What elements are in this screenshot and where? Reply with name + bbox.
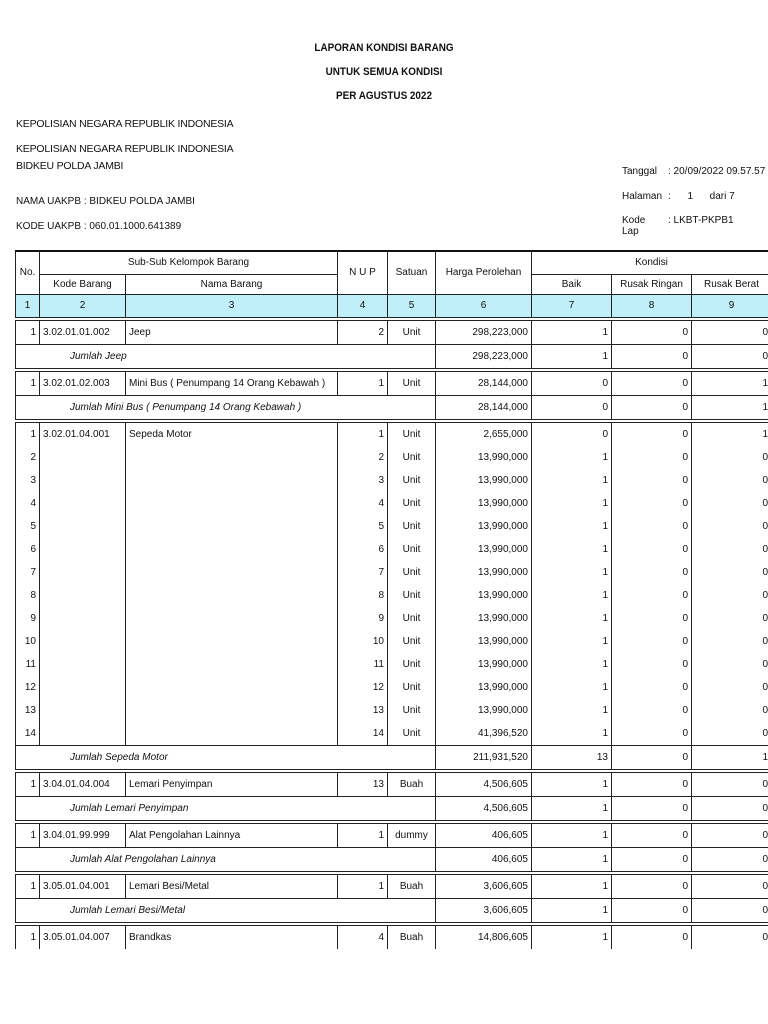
item-price: 13,990,000 xyxy=(436,584,532,607)
item-nup: 13 xyxy=(338,772,388,796)
subtotal-blank xyxy=(388,395,436,419)
item-light-damage: 0 xyxy=(612,320,692,344)
row-number: 3 xyxy=(16,469,40,492)
subtotal-price: 4,506,605 xyxy=(436,796,532,820)
row-number: 13 xyxy=(16,699,40,722)
item-name xyxy=(126,561,338,584)
table-row xyxy=(16,630,768,653)
item-nup: 4 xyxy=(338,492,388,515)
item-nup: 1 xyxy=(338,823,388,847)
item-good: 0 xyxy=(532,371,612,395)
row-number: 9 xyxy=(16,607,40,630)
item-code: 3.04.01.99.999 xyxy=(40,823,126,847)
subtotal-good: 1 xyxy=(532,344,612,368)
column-number: 9 xyxy=(692,294,768,317)
header-name: Nama Barang xyxy=(126,274,338,294)
column-number: 2 xyxy=(40,294,126,317)
subtotal-blank xyxy=(338,395,388,419)
row-number: 1 xyxy=(16,925,40,949)
item-heavy-damage: 0 xyxy=(692,653,768,676)
item-nup: 7 xyxy=(338,561,388,584)
header-heavy-damage: Rusak Berat xyxy=(692,274,768,294)
item-price: 13,990,000 xyxy=(436,699,532,722)
item-good: 1 xyxy=(532,676,612,699)
item-unit: Unit xyxy=(388,469,436,492)
item-nup: 8 xyxy=(338,584,388,607)
item-unit: Unit xyxy=(388,422,436,446)
item-heavy-damage: 0 xyxy=(692,607,768,630)
item-heavy-damage: 0 xyxy=(692,446,768,469)
item-price: 13,990,000 xyxy=(436,630,532,653)
report-subtitle: UNTUK SEMUA KONDISI xyxy=(325,66,443,78)
item-name: Lemari Besi/Metal xyxy=(126,874,338,898)
meta-report-code-value: : LKBT-PKPB1 xyxy=(668,215,734,226)
item-unit: Unit xyxy=(388,630,436,653)
item-good: 0 xyxy=(532,422,612,446)
item-price: 28,144,000 xyxy=(436,371,532,395)
table-row xyxy=(16,607,768,630)
item-good: 1 xyxy=(532,584,612,607)
row-number: 1 xyxy=(16,772,40,796)
row-number: 5 xyxy=(16,515,40,538)
column-number: 7 xyxy=(532,294,612,317)
row-number: 4 xyxy=(16,492,40,515)
item-heavy-damage: 0 xyxy=(692,699,768,722)
subtotal-price: 3,606,605 xyxy=(436,898,532,922)
row-number: 11 xyxy=(16,653,40,676)
item-price: 41,396,520 xyxy=(436,722,532,746)
item-price: 13,990,000 xyxy=(436,538,532,561)
subtotal-blank xyxy=(388,796,436,820)
item-nup: 14 xyxy=(338,722,388,746)
item-unit: Unit xyxy=(388,446,436,469)
item-light-damage: 0 xyxy=(612,699,692,722)
item-light-damage: 0 xyxy=(612,630,692,653)
item-good: 1 xyxy=(532,874,612,898)
header-light-damage: Rusak Ringan xyxy=(612,274,692,294)
item-heavy-damage: 1 xyxy=(692,422,768,446)
item-code xyxy=(40,446,126,469)
item-unit: dummy xyxy=(388,823,436,847)
meta-date-label: Tanggal xyxy=(622,166,658,177)
subtotal-blank xyxy=(388,898,436,922)
header-no: No. xyxy=(16,251,40,294)
table-row xyxy=(16,492,768,515)
item-light-damage: 0 xyxy=(612,515,692,538)
item-unit: Unit xyxy=(388,653,436,676)
row-number: 1 xyxy=(16,422,40,446)
column-number: 6 xyxy=(436,294,532,317)
item-unit: Buah xyxy=(388,874,436,898)
item-nup: 3 xyxy=(338,469,388,492)
item-nup: 11 xyxy=(338,653,388,676)
uakpb-code xyxy=(16,221,181,232)
item-light-damage: 0 xyxy=(612,561,692,584)
row-number: 2 xyxy=(16,446,40,469)
subtotal-row xyxy=(16,745,768,769)
item-name xyxy=(126,584,338,607)
item-unit: Unit xyxy=(388,607,436,630)
item-good: 1 xyxy=(532,653,612,676)
item-price: 13,990,000 xyxy=(436,653,532,676)
item-unit: Unit xyxy=(388,699,436,722)
subtotal-blank xyxy=(388,847,436,871)
item-nup: 1 xyxy=(338,422,388,446)
table-body xyxy=(16,251,768,949)
item-code: 3.02.01.01.002 xyxy=(40,320,126,344)
item-heavy-damage: 1 xyxy=(692,371,768,395)
item-heavy-damage: 0 xyxy=(692,584,768,607)
table-row xyxy=(16,772,768,796)
row-number: 12 xyxy=(16,676,40,699)
subtotal-row xyxy=(16,847,768,871)
item-code: 3.05.01.04.001 xyxy=(40,874,126,898)
item-heavy-damage: 0 xyxy=(692,772,768,796)
item-good: 1 xyxy=(532,538,612,561)
item-unit: Unit xyxy=(388,538,436,561)
meta-date-value: : 20/09/2022 09.57.57 xyxy=(668,166,766,177)
item-heavy-damage: 0 xyxy=(692,630,768,653)
subtotal-heavy-damage: 0 xyxy=(692,847,768,871)
subtotal-light-damage: 0 xyxy=(612,395,692,419)
item-unit: Buah xyxy=(388,772,436,796)
table-row xyxy=(16,925,768,949)
header-code: Kode Barang xyxy=(40,274,126,294)
item-price: 13,990,000 xyxy=(436,561,532,584)
item-name xyxy=(126,538,338,561)
item-heavy-damage: 0 xyxy=(692,320,768,344)
item-nup: 4 xyxy=(338,925,388,949)
table-row xyxy=(16,699,768,722)
column-number: 1 xyxy=(16,294,40,317)
item-light-damage: 0 xyxy=(612,492,692,515)
item-name xyxy=(126,607,338,630)
item-name xyxy=(126,446,338,469)
item-light-damage: 0 xyxy=(612,422,692,446)
row-number: 1 xyxy=(16,371,40,395)
item-unit: Unit xyxy=(388,515,436,538)
table-row xyxy=(16,653,768,676)
subtotal-price: 28,144,000 xyxy=(436,395,532,419)
subtotal-label: Jumlah Mini Bus ( Penumpang 14 Orang Kebawah ) xyxy=(16,395,338,419)
item-code xyxy=(40,538,126,561)
subtotal-blank xyxy=(388,344,436,368)
row-number: 6 xyxy=(16,538,40,561)
item-light-damage: 0 xyxy=(612,584,692,607)
item-name: Lemari Penyimpan xyxy=(126,772,338,796)
subtotal-blank xyxy=(338,898,388,922)
subtotal-row xyxy=(16,344,768,368)
item-good: 1 xyxy=(532,630,612,653)
item-light-damage: 0 xyxy=(612,823,692,847)
item-unit: Unit xyxy=(388,320,436,344)
item-heavy-damage: 0 xyxy=(692,561,768,584)
subtotal-price: 298,223,000 xyxy=(436,344,532,368)
row-number: 1 xyxy=(16,823,40,847)
header-good: Baik xyxy=(532,274,612,294)
item-price: 2,655,000 xyxy=(436,422,532,446)
subtotal-good: 1 xyxy=(532,847,612,871)
item-good: 1 xyxy=(532,561,612,584)
uakpb-code-value: : 060.01.1000.641389 xyxy=(83,221,182,232)
item-nup: 9 xyxy=(338,607,388,630)
item-code: 3.02.01.04.001 xyxy=(40,422,126,446)
subtotal-blank xyxy=(338,796,388,820)
table-row xyxy=(16,371,768,395)
column-number: 5 xyxy=(388,294,436,317)
table-row xyxy=(16,422,768,446)
item-good: 1 xyxy=(532,492,612,515)
item-light-damage: 0 xyxy=(612,722,692,746)
item-heavy-damage: 0 xyxy=(692,925,768,949)
table-row xyxy=(16,515,768,538)
item-good: 1 xyxy=(532,823,612,847)
meta-page-value: : 1 dari 7 xyxy=(668,191,735,202)
item-good: 1 xyxy=(532,607,612,630)
item-name xyxy=(126,722,338,746)
item-unit: Unit xyxy=(388,722,436,746)
item-name: Alat Pengolahan Lainnya xyxy=(126,823,338,847)
item-code xyxy=(40,699,126,722)
subtotal-good: 0 xyxy=(532,395,612,419)
subtotal-label: Jumlah Alat Pengolahan Lainnya xyxy=(16,847,338,871)
item-light-damage: 0 xyxy=(612,653,692,676)
item-light-damage: 0 xyxy=(612,874,692,898)
item-heavy-damage: 0 xyxy=(692,538,768,561)
item-light-damage: 0 xyxy=(612,772,692,796)
item-price: 14,806,605 xyxy=(436,925,532,949)
subtotal-heavy-damage: 0 xyxy=(692,898,768,922)
item-light-damage: 0 xyxy=(612,469,692,492)
item-price: 13,990,000 xyxy=(436,676,532,699)
item-name xyxy=(126,653,338,676)
column-number: 4 xyxy=(338,294,388,317)
item-light-damage: 0 xyxy=(612,446,692,469)
item-price: 13,990,000 xyxy=(436,446,532,469)
subtotal-row xyxy=(16,898,768,922)
subtotal-row xyxy=(16,395,768,419)
subtotal-light-damage: 0 xyxy=(612,898,692,922)
item-heavy-damage: 0 xyxy=(692,874,768,898)
subtotal-heavy-damage: 1 xyxy=(692,395,768,419)
report-title-block xyxy=(0,38,768,110)
item-code xyxy=(40,561,126,584)
table-row xyxy=(16,469,768,492)
item-name xyxy=(126,492,338,515)
header-unit: Satuan xyxy=(388,251,436,294)
item-nup: 1 xyxy=(338,874,388,898)
item-code xyxy=(40,584,126,607)
table-row xyxy=(16,446,768,469)
item-good: 1 xyxy=(532,515,612,538)
item-good: 1 xyxy=(532,699,612,722)
item-light-damage: 0 xyxy=(612,607,692,630)
item-price: 298,223,000 xyxy=(436,320,532,344)
item-code: 3.02.01.02.003 xyxy=(40,371,126,395)
subtotal-label: Jumlah Lemari Penyimpan xyxy=(16,796,338,820)
subtotal-good: 1 xyxy=(532,898,612,922)
item-heavy-damage: 0 xyxy=(692,722,768,746)
subtotal-blank xyxy=(338,344,388,368)
subtotal-row xyxy=(16,796,768,820)
item-code xyxy=(40,676,126,699)
item-code xyxy=(40,515,126,538)
item-price: 4,506,605 xyxy=(436,772,532,796)
subtotal-price: 406,605 xyxy=(436,847,532,871)
subtotal-heavy-damage: 1 xyxy=(692,745,768,769)
row-number: 8 xyxy=(16,584,40,607)
row-number: 1 xyxy=(16,874,40,898)
item-name: Mini Bus ( Penumpang 14 Orang Kebawah ) xyxy=(126,371,338,395)
item-code: 3.05.01.04.007 xyxy=(40,925,126,949)
uakpb-name-label: NAMA UAKPB xyxy=(16,196,82,207)
item-unit: Unit xyxy=(388,676,436,699)
org-line-3: BIDKEU POLDA JAMBI xyxy=(16,160,124,172)
item-name xyxy=(126,515,338,538)
item-price: 13,990,000 xyxy=(436,469,532,492)
report-period: PER AGUSTUS 2022 xyxy=(336,90,432,102)
item-light-damage: 0 xyxy=(612,925,692,949)
item-nup: 5 xyxy=(338,515,388,538)
item-nup: 10 xyxy=(338,630,388,653)
subtotal-label: Jumlah Jeep xyxy=(16,344,338,368)
table-row xyxy=(16,320,768,344)
item-code xyxy=(40,653,126,676)
item-code: 3.04.01.04.004 xyxy=(40,772,126,796)
item-code xyxy=(40,607,126,630)
report-title: LAPORAN KONDISI BARANG xyxy=(314,42,454,54)
subtotal-blank xyxy=(338,745,388,769)
item-code xyxy=(40,492,126,515)
item-nup: 1 xyxy=(338,371,388,395)
item-code xyxy=(40,722,126,746)
subtotal-label: Jumlah Sepeda Motor xyxy=(16,745,338,769)
item-name xyxy=(126,699,338,722)
item-good: 1 xyxy=(532,446,612,469)
column-number: 8 xyxy=(612,294,692,317)
org-line-2: KEPOLISIAN NEGARA REPUBLIK INDONESIA xyxy=(16,143,234,155)
row-number: 10 xyxy=(16,630,40,653)
column-number-row xyxy=(16,294,768,317)
table-row xyxy=(16,584,768,607)
item-name: Jeep xyxy=(126,320,338,344)
subtotal-good: 1 xyxy=(532,796,612,820)
item-unit: Unit xyxy=(388,371,436,395)
item-price: 3,606,605 xyxy=(436,874,532,898)
item-name: Brandkas xyxy=(126,925,338,949)
item-unit: Buah xyxy=(388,925,436,949)
meta-page-label: Halaman xyxy=(622,191,663,202)
item-nup: 13 xyxy=(338,699,388,722)
item-name: Sepeda Motor xyxy=(126,422,338,446)
item-heavy-damage: 0 xyxy=(692,823,768,847)
org-line-1: KEPOLISIAN NEGARA REPUBLIK INDONESIA xyxy=(16,118,234,130)
subtotal-blank xyxy=(338,847,388,871)
item-good: 1 xyxy=(532,320,612,344)
item-unit: Unit xyxy=(388,492,436,515)
item-good: 1 xyxy=(532,469,612,492)
uakpb-name-value: : BIDKEU POLDA JAMBI xyxy=(83,196,195,207)
subtotal-light-damage: 0 xyxy=(612,847,692,871)
table-row xyxy=(16,561,768,584)
item-price: 406,605 xyxy=(436,823,532,847)
table-row xyxy=(16,676,768,699)
item-price: 13,990,000 xyxy=(436,515,532,538)
column-number: 3 xyxy=(126,294,338,317)
item-heavy-damage: 0 xyxy=(692,676,768,699)
item-price: 13,990,000 xyxy=(436,607,532,630)
subtotal-light-damage: 0 xyxy=(612,344,692,368)
subtotal-good: 13 xyxy=(532,745,612,769)
condition-table xyxy=(15,250,768,949)
subtotal-blank xyxy=(388,745,436,769)
subtotal-light-damage: 0 xyxy=(612,745,692,769)
header-price: Harga Perolehan xyxy=(436,251,532,294)
row-number: 14 xyxy=(16,722,40,746)
uakpb-name xyxy=(16,196,195,207)
meta-report-code-label: Kode Lap xyxy=(622,215,646,237)
subtotal-label: Jumlah Lemari Besi/Metal xyxy=(16,898,338,922)
item-nup: 6 xyxy=(338,538,388,561)
item-name xyxy=(126,630,338,653)
subtotal-heavy-damage: 0 xyxy=(692,344,768,368)
item-good: 1 xyxy=(532,925,612,949)
item-good: 1 xyxy=(532,772,612,796)
subtotal-price: 211,931,520 xyxy=(436,745,532,769)
item-nup: 2 xyxy=(338,446,388,469)
table-row xyxy=(16,538,768,561)
row-number: 7 xyxy=(16,561,40,584)
item-price: 13,990,000 xyxy=(436,492,532,515)
item-nup: 2 xyxy=(338,320,388,344)
header-sub-group: Sub-Sub Kelompok Barang xyxy=(40,251,338,274)
item-light-damage: 0 xyxy=(612,371,692,395)
item-good: 1 xyxy=(532,722,612,746)
header-nup: N U P xyxy=(338,251,388,294)
item-heavy-damage: 0 xyxy=(692,492,768,515)
item-unit: Unit xyxy=(388,561,436,584)
row-number: 1 xyxy=(16,320,40,344)
item-light-damage: 0 xyxy=(612,676,692,699)
table-row xyxy=(16,823,768,847)
uakpb-code-label: KODE UAKPB xyxy=(16,221,82,232)
header-condition: Kondisi xyxy=(532,251,768,274)
item-name xyxy=(126,469,338,492)
item-unit: Unit xyxy=(388,584,436,607)
item-name xyxy=(126,676,338,699)
table-row xyxy=(16,874,768,898)
item-code xyxy=(40,469,126,492)
item-code xyxy=(40,630,126,653)
subtotal-light-damage: 0 xyxy=(612,796,692,820)
item-nup: 12 xyxy=(338,676,388,699)
item-light-damage: 0 xyxy=(612,538,692,561)
subtotal-heavy-damage: 0 xyxy=(692,796,768,820)
item-heavy-damage: 0 xyxy=(692,515,768,538)
table-row xyxy=(16,722,768,746)
item-heavy-damage: 0 xyxy=(692,469,768,492)
